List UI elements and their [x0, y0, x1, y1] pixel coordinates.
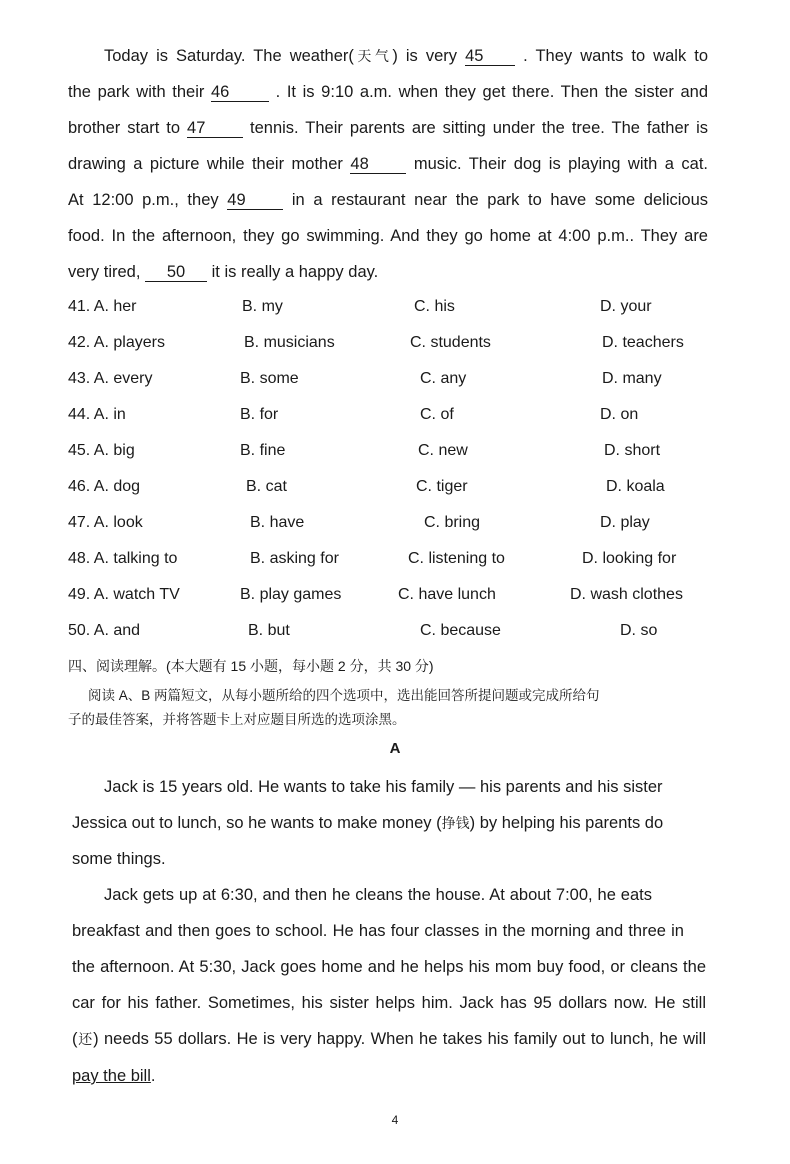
text: . It is 9:10 a.m. when they get there. Then the sister and — [269, 83, 709, 101]
passage-line: car for his father. Sometimes, his sister helps him. Jack has 95 dollars now. He still — [72, 994, 706, 1012]
option-d: D. teachers — [602, 334, 684, 351]
text: . They wants to walk to — [515, 47, 709, 65]
option-a: 43. A. every — [68, 370, 153, 387]
option-a: 48. A. talking to — [68, 550, 178, 567]
text: very tired, — [68, 263, 146, 281]
passage-line: some things. — [72, 850, 166, 868]
blank-49: 49 — [227, 191, 283, 210]
option-b: B. for — [240, 406, 279, 423]
option-c: C. listening to — [408, 550, 505, 567]
text: tennis. Their parents are sitting under the tree. The father is — [243, 119, 708, 137]
option-b: B. asking for — [250, 550, 339, 567]
option-b: B. my — [242, 298, 283, 315]
option-b: B. some — [240, 370, 299, 387]
option-row — [68, 370, 728, 392]
passage-line — [72, 1029, 706, 1050]
text: ) needs 55 dollars. He is very happy. When he takes his family out to lunch, he will — [93, 1030, 707, 1048]
blank-50: 50 — [145, 263, 207, 282]
option-row — [68, 514, 728, 536]
option-b: B. fine — [240, 442, 286, 459]
option-d: D. koala — [606, 478, 665, 495]
blank-45: 45 — [465, 47, 515, 66]
option-row — [68, 298, 728, 320]
option-d: D. your — [600, 298, 652, 315]
text: drawing a picture while their mother — [68, 155, 351, 173]
passage-line: Jack gets up at 6:30, and then he cleans the house. At about 7:00, he eats — [104, 886, 652, 904]
option-b: B. cat — [246, 478, 287, 495]
text: At 12:00 p.m., they — [68, 191, 228, 209]
cloze-line-1 — [104, 46, 708, 67]
option-row — [68, 478, 728, 500]
cloze-line-6 — [68, 226, 708, 246]
text: the park with their — [68, 83, 211, 101]
option-row — [68, 334, 728, 356]
option-row — [68, 442, 728, 464]
option-d: D. so — [620, 622, 658, 639]
option-row — [68, 406, 728, 428]
option-a: 42. A. players — [68, 334, 165, 351]
passage-line — [72, 813, 712, 834]
text: Today is Saturday. The weather( — [104, 47, 354, 65]
cloze-line-2 — [68, 82, 708, 102]
text-cn: 挣钱 — [441, 816, 470, 832]
blank-46: 46 — [211, 83, 269, 102]
text: ( — [72, 1030, 78, 1048]
option-c: C. any — [420, 370, 467, 387]
text-cn: 天气 — [353, 49, 393, 65]
option-a: 47. A. look — [68, 514, 143, 531]
text-cn: 还 — [77, 1032, 94, 1048]
text: ) by helping his parents do — [469, 814, 664, 832]
option-b: B. musicians — [244, 334, 335, 351]
underlined-phrase: pay the bill — [72, 1067, 151, 1085]
passage-label: A — [389, 740, 401, 757]
text: brother start to — [68, 119, 188, 137]
text: in a restaurant near the park to have some delicious — [283, 191, 709, 209]
section-title: 四、阅读理解。(本大题有 15 小题，每小题 2 分，共 30 分) — [68, 658, 434, 674]
option-c: C. bring — [424, 514, 481, 531]
cloze-line-4 — [68, 154, 708, 174]
text: it is really a happy day. — [207, 263, 379, 281]
page-number: 4 — [391, 1113, 399, 1127]
option-c: C. new — [418, 442, 468, 459]
passage-line: breakfast and then goes to school. He has four classes in the morning and three in — [72, 922, 684, 940]
option-a: 46. A. dog — [68, 478, 141, 495]
option-d: D. wash clothes — [570, 586, 683, 603]
option-a: 41. A. her — [68, 298, 137, 315]
blank-48: 48 — [350, 155, 406, 174]
option-d: D. looking for — [582, 550, 677, 567]
option-c: C. have lunch — [398, 586, 496, 603]
passage-line: Jack is 15 years old. He wants to take his family — his parents and his sister — [104, 778, 663, 796]
option-c: C. students — [410, 334, 491, 351]
option-row — [68, 622, 728, 644]
option-row — [68, 550, 728, 572]
option-c: C. of — [420, 406, 454, 423]
text: food. In the afternoon, they go swimming. And they go home at 4:00 p.m.. They are — [68, 227, 708, 245]
option-a: 45. A. big — [68, 442, 135, 459]
option-b: B. but — [248, 622, 290, 639]
option-c: C. because — [420, 622, 501, 639]
passage-line: the afternoon. At 5:30, Jack goes home and he helps his mom buy food, or cleans the — [72, 958, 706, 976]
option-c: C. his — [414, 298, 455, 315]
option-d: D. play — [600, 514, 650, 531]
cloze-line-5 — [68, 190, 708, 210]
passage-line — [72, 1066, 712, 1086]
text: ) is very — [392, 47, 466, 65]
option-d: D. many — [602, 370, 662, 387]
text: Jessica out to lunch, so he wants to make money ( — [72, 814, 442, 832]
text: music. Their dog is playing with a cat. — [406, 155, 708, 173]
option-b: B. play games — [240, 586, 342, 603]
instruction-line-2: 子的最佳答案，并将答题卡上对应题目所选的选项涂黑。 — [68, 712, 406, 727]
blank-47: 47 — [187, 119, 243, 138]
option-d: D. on — [600, 406, 639, 423]
option-a: 50. A. and — [68, 622, 141, 639]
text: . — [150, 1067, 156, 1085]
instruction-line-1: 阅读 A、B 两篇短文，从每小题所给的四个选项中，选出能回答所提问题或完成所给句 — [88, 688, 600, 703]
option-row — [68, 586, 728, 608]
cloze-line-7 — [68, 262, 708, 282]
option-c: C. tiger — [416, 478, 468, 495]
option-d: D. short — [604, 442, 661, 459]
cloze-line-3 — [68, 118, 708, 138]
option-a: 44. A. in — [68, 406, 126, 423]
option-b: B. have — [250, 514, 305, 531]
option-a: 49. A. watch TV — [68, 586, 180, 603]
